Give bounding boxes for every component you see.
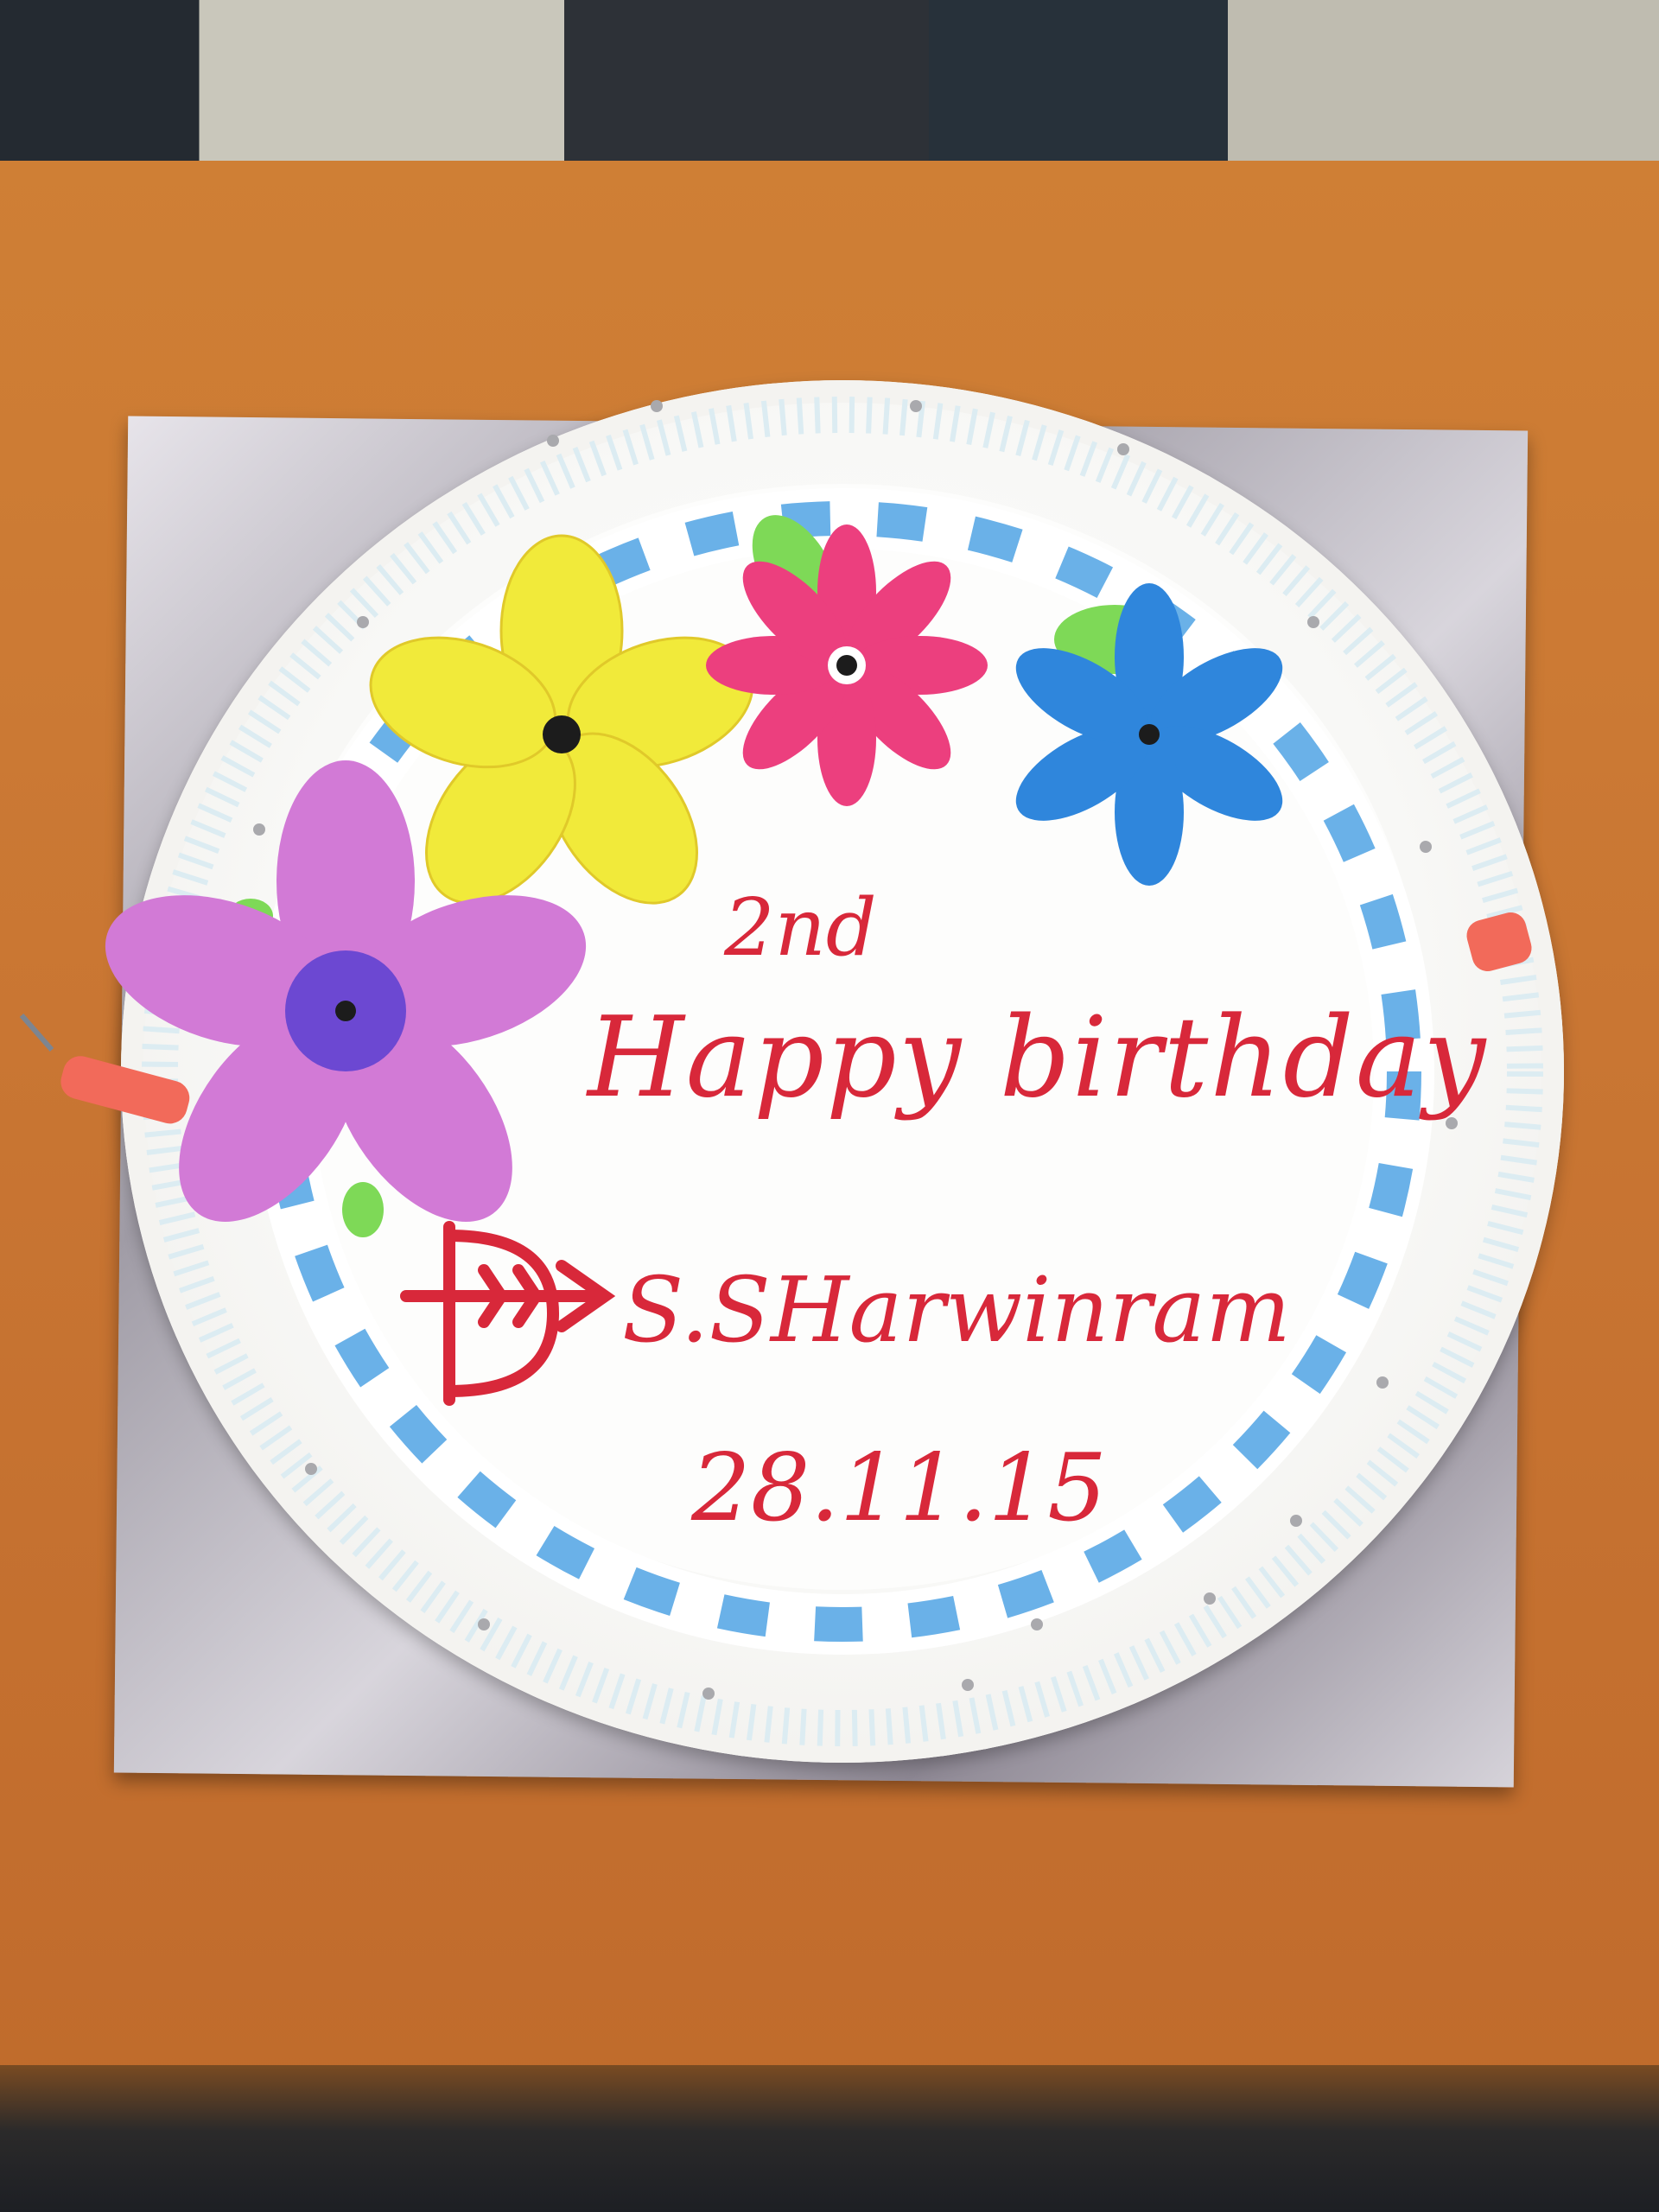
- cake-writing-ordinal: 2nd: [724, 881, 877, 974]
- arrow-symbol: [406, 1227, 605, 1400]
- cake-writing-name: S.SHarwinram: [622, 1257, 1291, 1363]
- cake-writing-greeting: Happy birthday: [588, 994, 1488, 1122]
- yellow-flower: [354, 536, 770, 931]
- cake-writing-date: 28.11.15: [691, 1434, 1107, 1542]
- pink-flower: [706, 524, 988, 806]
